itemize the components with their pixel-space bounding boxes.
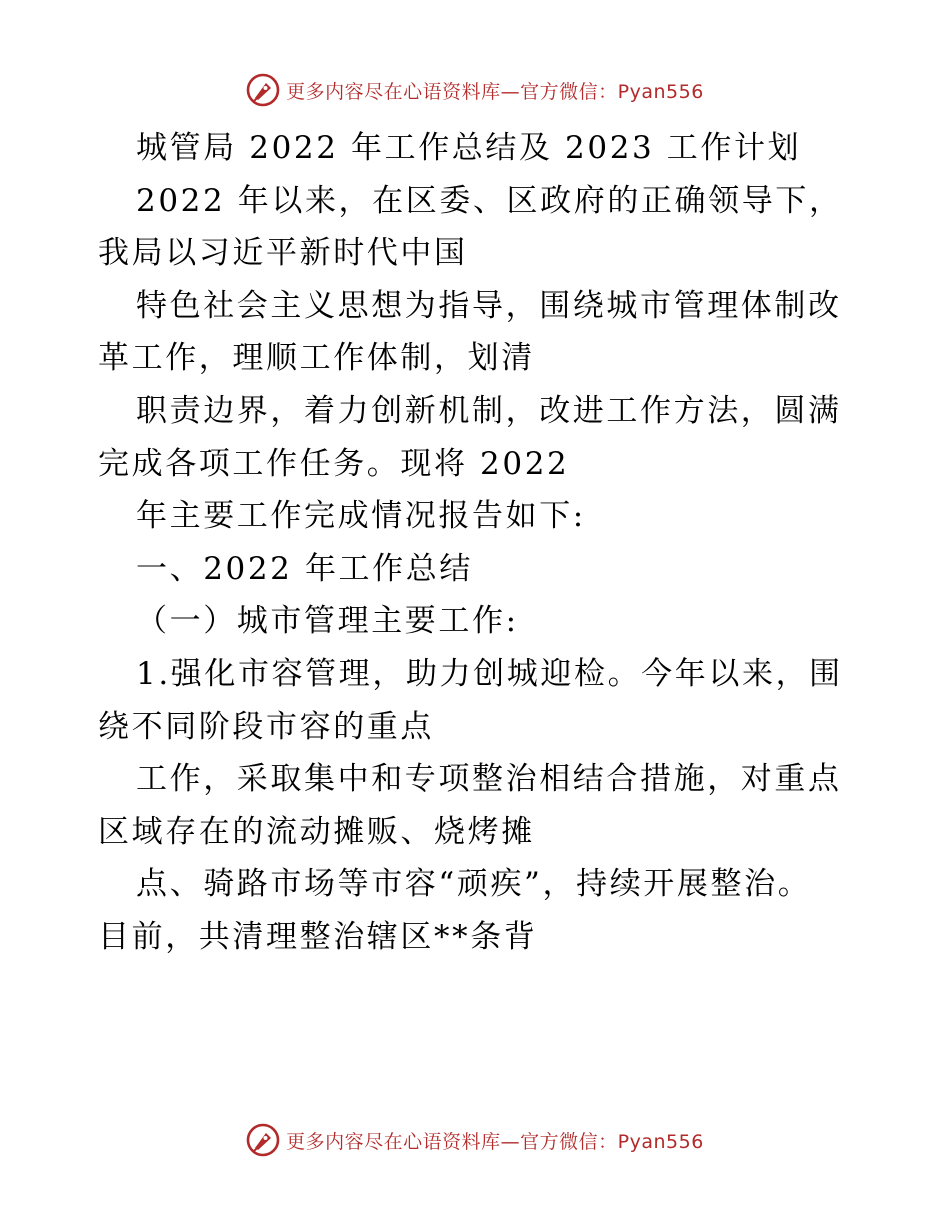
watermark-footer — [0, 1120, 950, 1160]
doc-line-4: 特色社会主义思想为指导，围绕城市管理体制改 — [136, 287, 842, 324]
doc-line-2: 2022 年以来，在区委、区政府的正确领导下， — [136, 182, 843, 219]
doc-line-7: 完成各项工作任务。现将 2022 — [98, 445, 570, 482]
watermark-group — [246, 73, 704, 107]
doc-line-15: 点、骑路市场等市容“顽疾”，持续开展整治。 — [136, 866, 812, 903]
pen-nib-logo-icon — [246, 1123, 280, 1157]
document-body — [98, 122, 858, 964]
pen-nib-logo-icon — [246, 73, 280, 107]
doc-line-16: 目前，共清理整治辖区**条背 — [98, 918, 538, 955]
doc-line-11: 1.强化市容管理，助力创城迎检。今年以来，围 — [136, 655, 843, 692]
doc-line-3: 我局以习近平新时代中国 — [98, 235, 468, 272]
doc-line-13: 工作，采取集中和专项整治相结合措施，对重点 — [136, 761, 842, 798]
doc-line-12: 绕不同阶段市容的重点 — [98, 708, 434, 745]
section-heading-1: 一、2022 年工作总结 — [136, 550, 473, 587]
watermark-text: 更多内容尽在心语资料库—官方微信：Pyan556 — [286, 1130, 704, 1153]
doc-title: 城管局 2022 年工作总结及 2023 工作计划 — [136, 130, 802, 166]
doc-line-5: 革工作，理顺工作体制，划清 — [98, 340, 535, 377]
subsection-heading-1: （一）城市管理主要工作: — [136, 603, 519, 640]
watermark-header — [0, 70, 950, 110]
doc-line-6: 职责边界，着力创新机制，改进工作方法，圆满 — [136, 392, 842, 429]
doc-line-14: 区域存在的流动摊贩、烧烤摊 — [98, 813, 535, 850]
watermark-group — [246, 1123, 704, 1157]
doc-line-8: 年主要工作完成情况报告如下: — [136, 498, 586, 535]
watermark-text: 更多内容尽在心语资料库—官方微信：Pyan556 — [286, 80, 704, 103]
